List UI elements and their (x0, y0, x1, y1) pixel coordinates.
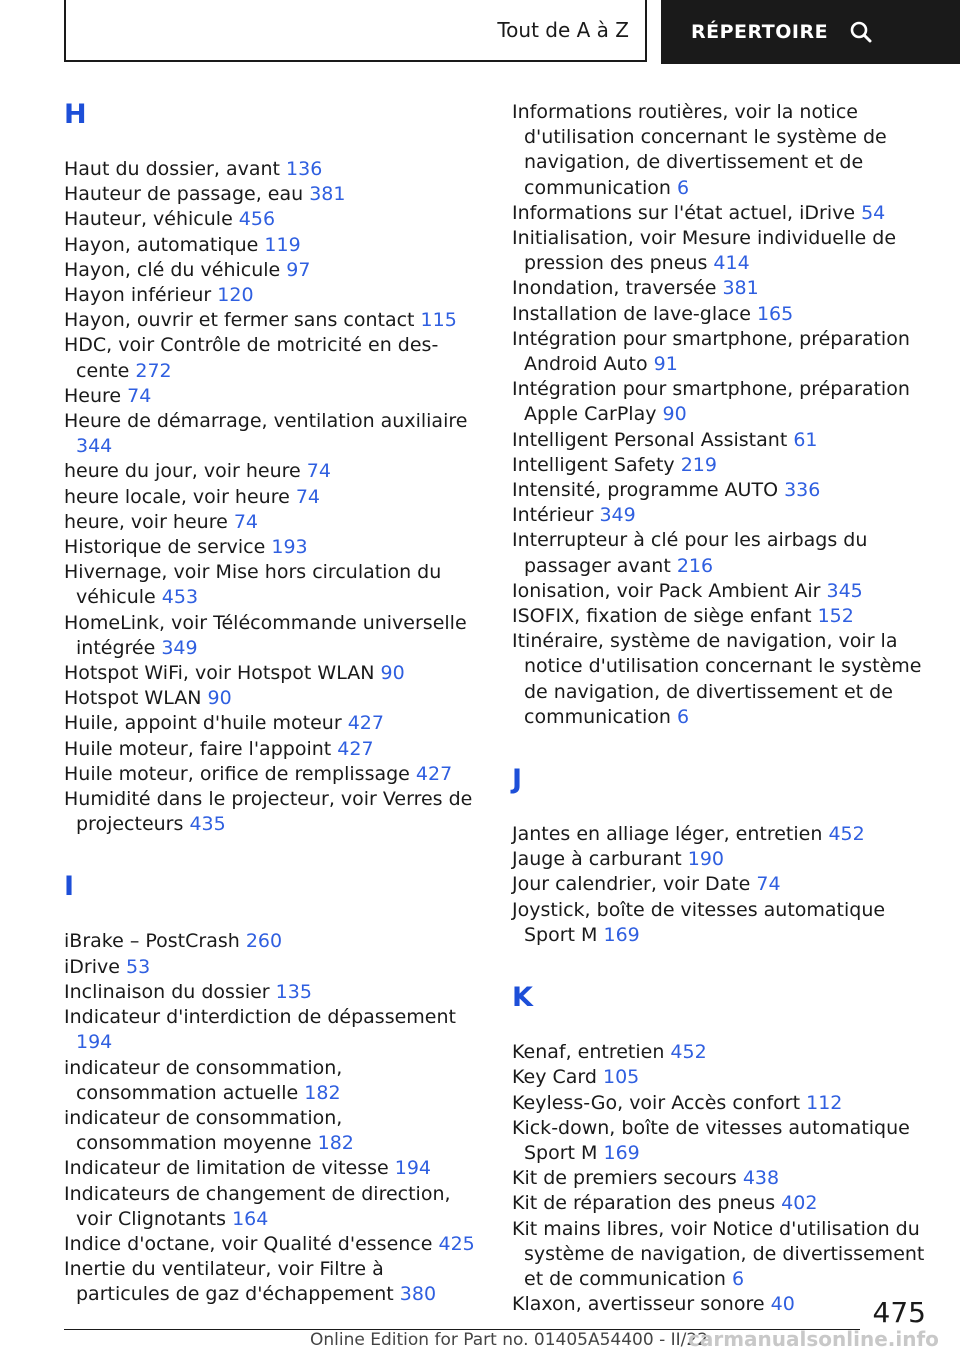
index-entry-text: Ionisation, voir Pack Ambient Air (512, 579, 827, 602)
page-link[interactable]: 336 (784, 479, 821, 502)
index-entry (64, 711, 476, 736)
index-entry-text: Itinéraire, système de navigation, voir la notice d'utilisation concernant le système de navigation, de divertissement et de communication (512, 630, 922, 728)
page-link[interactable]: 452 (670, 1041, 707, 1064)
index-entry-text: indicateur de consommation, consommation actuelle (64, 1056, 343, 1104)
index-entry-text: HDC, voir Contrôle de motricité en descente (64, 334, 439, 382)
page-link[interactable]: 90 (380, 662, 405, 685)
index-entry-text: Jauge à carburant (512, 848, 688, 871)
index-entry-text: Indice d'octane, voir Qualité d'essence (64, 1232, 439, 1255)
index-entry-text: Jantes en alliage léger, entretien (512, 823, 829, 846)
index-entry-text: Indicateur de limitation de vitesse (64, 1157, 395, 1180)
search-icon (850, 21, 872, 43)
watermark: carmanualsonline.info (688, 1327, 939, 1351)
index-entry (64, 308, 476, 333)
index-entry (512, 377, 928, 427)
page-link[interactable]: 194 (394, 1157, 432, 1180)
index-entry (512, 478, 928, 503)
index-entry (64, 737, 476, 762)
index-entry-text: Intégration pour smartphone, préparation Apple CarPlay (512, 378, 910, 426)
index-entry (64, 1257, 476, 1307)
index-entry-text: Hauteur de passage, eau (64, 183, 310, 206)
index-entry (512, 226, 928, 276)
index-entry (512, 327, 928, 377)
page-link[interactable]: 272 (135, 359, 172, 382)
page-link[interactable]: 61 (793, 428, 818, 451)
index-entry (512, 1191, 928, 1216)
page-link[interactable]: 182 (317, 1132, 354, 1155)
index-entry-text: Indicateur d'interdiction de dépassement (64, 1006, 456, 1029)
index-entry-text: Huile moteur, orifice de remplissage (64, 762, 416, 785)
footer-edition: Online Edition for Part no. 01405A54400 - II/22 (310, 1330, 709, 1350)
page-link[interactable]: 219 (680, 453, 717, 476)
index-entry-text: Hotspot WiFi, voir Hotspot WLAN (64, 662, 381, 685)
page-link[interactable]: 456 (238, 208, 276, 231)
index-entry-text: heure du jour, voir heure (64, 460, 307, 483)
index-entry-text: iDrive (64, 955, 126, 978)
index-entry-text: Humidité dans le projecteur, voir Verres de projecteurs (64, 788, 473, 836)
index-entry-text: Key Card (512, 1066, 603, 1089)
index-entry-text: Hotspot WLAN (64, 687, 208, 710)
page-link[interactable]: 40 (770, 1293, 795, 1316)
page-link[interactable]: 90 (207, 687, 232, 710)
index-entry-text: Hayon, clé du véhicule (64, 258, 287, 281)
index-entry (64, 157, 476, 182)
page-link[interactable]: 344 (76, 435, 113, 458)
page-link[interactable]: 90 (662, 403, 687, 426)
index-entry (64, 207, 476, 232)
page-link[interactable]: 74 (756, 873, 781, 896)
page-link[interactable]: 380 (399, 1283, 437, 1306)
index-entry (64, 1056, 476, 1106)
index-letter-heading: H (64, 99, 87, 130)
index-entry-text: Keyless-Go, voir Accès confort (512, 1091, 807, 1114)
index-entry (512, 579, 928, 604)
header (64, 0, 960, 64)
index-entry (512, 528, 928, 578)
index-entry (64, 182, 476, 207)
index-column-right (512, 100, 928, 1317)
index-entry (64, 560, 476, 610)
page-link[interactable]: 136 (286, 158, 323, 180)
index-entry-text: Heure de démarrage, ventilation auxiliaire (64, 410, 468, 433)
tab-repertoire-label: RÉPERTOIRE (691, 21, 829, 43)
index-entry (512, 302, 928, 327)
index-entry-text: Haut du dossier, avant (64, 158, 287, 180)
page-link[interactable]: 435 (189, 813, 226, 836)
index-entry-text: Inertie du ventilateur, voir Filtre à particules de gaz d'échappement (64, 1258, 400, 1306)
index-entry-text: Huile, appoint d'huile moteur (64, 712, 348, 735)
page-link[interactable]: 152 (817, 605, 854, 628)
index-entry-text: indicateur de consommation, consommation moyenne (64, 1106, 343, 1155)
index-entry-text: Heure (64, 384, 128, 407)
index-entry-text: Hayon, automatique (64, 233, 265, 256)
index-entry (64, 980, 476, 1005)
page-link[interactable]: 427 (415, 762, 453, 785)
page-link[interactable]: 169 (603, 1141, 640, 1164)
index-entry (64, 1005, 476, 1055)
page-link[interactable]: 190 (687, 848, 725, 871)
index-entry-text: Intérieur (512, 504, 600, 527)
index-entry (64, 1106, 476, 1156)
index-entry (64, 762, 476, 787)
page-link[interactable]: 414 (713, 252, 750, 275)
index-entry (512, 428, 928, 453)
index-entry-text: Hayon, ouvrir et fermer sans contact (64, 309, 421, 332)
index-entry-text: Historique de service (64, 536, 272, 559)
page-link[interactable]: 74 (233, 510, 259, 533)
index-entry-text: Hivernage, voir Mise hors circulation du véhicule (64, 561, 442, 609)
page-link[interactable]: 216 (676, 554, 714, 577)
page-link[interactable]: 74 (306, 460, 331, 483)
index-entry-text: Interrupteur à clé pour les airbags du passager avant (512, 529, 868, 577)
index-entry-text: Informations routières, voir la notice d'utilisation concernant le système de navigation, de divertissement et de communication (512, 101, 887, 199)
page-link[interactable]: 112 (806, 1091, 843, 1114)
index-entry (64, 283, 476, 308)
index-entry-text: Kenaf, entretien (512, 1041, 671, 1064)
index-entry-text: Joystick, boîte de vitesses automatique Sport M (512, 898, 886, 946)
index-entry-text: Inclinaison du dossier (64, 980, 276, 1003)
page-link[interactable]: 115 (420, 309, 457, 332)
page-link[interactable]: 193 (271, 536, 308, 559)
index-entry (64, 787, 476, 837)
index-entry (512, 1166, 928, 1191)
index-entry (64, 1232, 476, 1257)
index-entry (64, 384, 476, 409)
index-entry (64, 459, 476, 484)
index-entry (512, 276, 928, 301)
index-entry (512, 604, 928, 629)
index-entry-text: Klaxon, avertisseur sonore (512, 1293, 771, 1316)
tab-a-to-z[interactable] (64, 0, 647, 62)
index-entry (64, 686, 476, 711)
page-link[interactable]: 135 (275, 980, 312, 1003)
page-link[interactable]: 53 (125, 955, 151, 978)
index-entry (512, 453, 928, 478)
index-entry-text: Kit de premiers secours (512, 1167, 743, 1190)
index-entry-text: Intensité, programme AUTO (512, 479, 785, 502)
index-entry (512, 629, 928, 730)
page-link[interactable]: 165 (756, 302, 794, 325)
index-entry (64, 929, 476, 954)
index-entry-text: Kit mains libres, voir Notice d'utilisation du système de navigation, de divertissement et de communication (512, 1217, 925, 1290)
index-entry-text: Informations sur l'état actuel, iDrive (512, 201, 862, 224)
index-entry-text: HomeLink, voir Télécommande universelle intégrée (64, 611, 467, 659)
page-link[interactable]: 164 (232, 1207, 269, 1230)
index-entry-text: Inondation, traversée (512, 277, 723, 300)
page-link[interactable]: 349 (161, 636, 198, 659)
page-link[interactable]: 194 (76, 1031, 113, 1054)
index-entry-text: Intégration pour smartphone, préparation Android Auto (512, 327, 910, 376)
index-entry (512, 201, 928, 226)
page-link[interactable]: 6 (676, 705, 690, 728)
index-entry (512, 100, 928, 201)
index-entry-text: Initialisation, voir Mesure individuelle de pression des pneus (512, 227, 897, 275)
index-entry (512, 872, 928, 897)
page-link[interactable]: 54 (861, 201, 886, 224)
index-entry (64, 485, 476, 510)
index-entry-text: Installation de lave-glace (512, 302, 757, 325)
index-entry-text: Huile moteur, faire l'appoint (64, 737, 338, 760)
index-entry-text: Hayon inférieur (64, 284, 218, 307)
index-entry (512, 847, 928, 872)
index-entry (64, 233, 476, 258)
page-link[interactable]: 105 (602, 1066, 640, 1089)
page-link[interactable]: 74 (295, 485, 321, 508)
page-link[interactable]: 427 (347, 712, 384, 735)
page-link[interactable]: 381 (722, 277, 759, 300)
index-entry (64, 955, 476, 980)
index-entry (64, 258, 476, 283)
index-entry (512, 1116, 928, 1166)
tab-a-to-z-label: Tout de A à Z (497, 18, 629, 42)
page-link[interactable]: 74 (127, 384, 152, 407)
page-link[interactable]: 452 (828, 823, 865, 846)
index-letter-heading: J (512, 764, 523, 796)
index-entry (64, 535, 476, 560)
index-letter-heading: K (512, 982, 533, 1014)
index-entry-text: Kit de réparation des pneus (512, 1192, 782, 1215)
index-entry (512, 1091, 928, 1116)
index-entry-text: heure, voir heure (64, 510, 234, 533)
index-entry (64, 510, 476, 535)
page-link[interactable]: 345 (826, 579, 863, 602)
index-entry-text: Intelligent Personal Assistant (512, 428, 794, 451)
index-entry (64, 333, 476, 383)
index-entry (512, 822, 928, 847)
page-link[interactable]: 453 (161, 586, 199, 609)
index-entry-text: Intelligent Safety (512, 453, 681, 476)
index-entry (512, 898, 928, 948)
page-link[interactable]: 119 (264, 233, 301, 256)
index-entry (512, 503, 928, 528)
page-number: 475 (872, 1296, 926, 1329)
index-column-left (64, 100, 476, 1308)
index-entry (512, 1065, 928, 1090)
page-link[interactable]: 91 (653, 353, 678, 376)
index-entry-text: Kick-down, boîte de vitesses automatique Sport M (512, 1116, 910, 1164)
index-entry (64, 409, 476, 459)
page-link[interactable]: 6 (731, 1267, 745, 1290)
index-entry-text: Indicateurs de changement de direction, voir Clignotants (64, 1182, 451, 1230)
index-entry (512, 1217, 928, 1293)
page-link[interactable]: 349 (599, 504, 636, 527)
page-link[interactable]: 120 (217, 284, 254, 307)
tab-repertoire[interactable] (661, 0, 960, 64)
page-link[interactable]: 425 (438, 1232, 475, 1255)
index-entry (64, 1156, 476, 1181)
page-link[interactable]: 97 (286, 258, 311, 281)
page-link[interactable]: 6 (676, 176, 690, 199)
page-link[interactable]: 260 (245, 930, 283, 953)
page-link[interactable]: 182 (304, 1081, 341, 1104)
index-entry (64, 611, 476, 661)
page-link[interactable]: 169 (603, 923, 640, 946)
page-link[interactable]: 402 (781, 1192, 818, 1215)
index-entry (512, 1292, 928, 1317)
index-entry (512, 1040, 928, 1065)
page-link[interactable]: 438 (742, 1167, 780, 1190)
index-entry (64, 661, 476, 686)
index-entry-text: Jour calendrier, voir Date (512, 873, 757, 896)
page-link[interactable]: 381 (309, 183, 346, 206)
index-entry-text: ISOFIX, fixation de siège enfant (512, 605, 818, 628)
index-entry (64, 1182, 476, 1232)
index-letter-heading: I (64, 871, 75, 903)
index-entry-text: heure locale, voir heure (64, 485, 296, 508)
page-link[interactable]: 427 (337, 737, 374, 760)
index-entry-text: iBrake – PostCrash (64, 930, 246, 953)
index-entry-text: Hauteur, véhicule (64, 208, 239, 231)
